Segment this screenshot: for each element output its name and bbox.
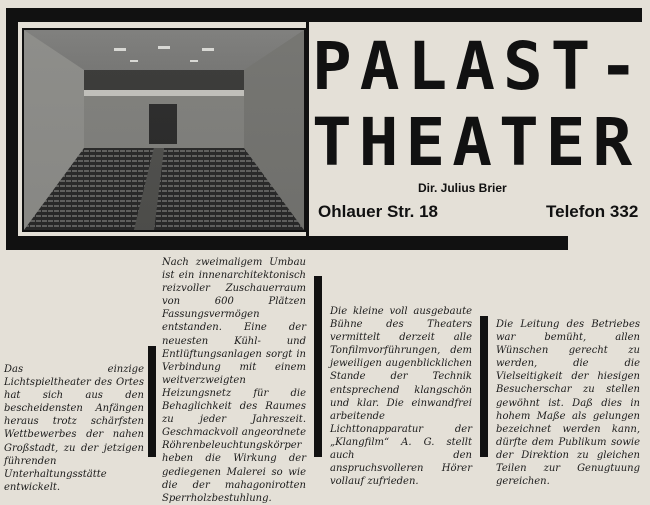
article-column-1: Das einzige Lichtspieltheater des Ortes hat sich aus den bescheidensten Anfängen heraus trotz schärfsten Wettbewerbes der nahen Großstadt, zu der jetzigen führenden Unterhaltungsstätte entwickelt. (4, 364, 144, 493)
article-column-3: Die kleine voll ausgebaute Bühne des Theaters vermittelt derzeit alle Tonfilmvorführungen, dem jeweiligen augenblicklichen Stande der Technik entsprechend klangschön und klar. Die einwandfrei arbeitende Lichttonapparatur der „Klangfilm“ A. G. stellt auch den anspruchsvolleren Hörer vollauf zufrieden. (330, 306, 472, 488)
article-column-4: Die Leitung des Betriebes war bemüht, allen Wünschen gerecht zu werden, die die Vielseitigkeit der hiesigen Besucherschar zu stellen gewöhnt ist. Daß dies in hohem Maße als gelungen bezeichnet werden kann, dürfte dem Publikum sowie der Direktion zu gleichen Teilen zur Genugtuung gereichen. (496, 319, 640, 488)
theater-name (312, 28, 647, 181)
column-rule-3 (480, 316, 488, 457)
photo-divider-rule (306, 22, 309, 236)
middle-rule (6, 236, 568, 250)
address: Ohlauer Str. 18 (318, 202, 438, 221)
column-rule-2 (314, 276, 322, 457)
director-name: Dir. Julius Brier (418, 181, 507, 195)
auditorium-photo (22, 28, 306, 232)
title-line-1: PALAST- (312, 28, 647, 105)
column-rule-1 (148, 346, 156, 457)
theater-auditorium-photo-icon (24, 30, 304, 230)
phone-number: Telefon 332 (546, 202, 639, 221)
title-line-2: THEATER (312, 104, 640, 181)
left-rule (6, 8, 18, 236)
top-rule (6, 8, 642, 22)
article-column-2: Nach zweimaligem Umbau ist ein innenarchitektonisch reizvoller Zuschauerraum von 600 Plätzen Fassungsvermögen entstanden. Eine der neuesten Kühl- und Entlüftungsanlagen sorgt in Verbindung mit einem weitverzweigten Heizungsnetz für die Behaglichkeit des Raumes zu jeder Jahreszeit. Geschmackvoll angeordnete Röhrenbeleuchtungskörper heben die Wirkung der gediegenen Malerei so wie die der mahagonirotten Sperrholzbestuhlung. (162, 257, 306, 504)
